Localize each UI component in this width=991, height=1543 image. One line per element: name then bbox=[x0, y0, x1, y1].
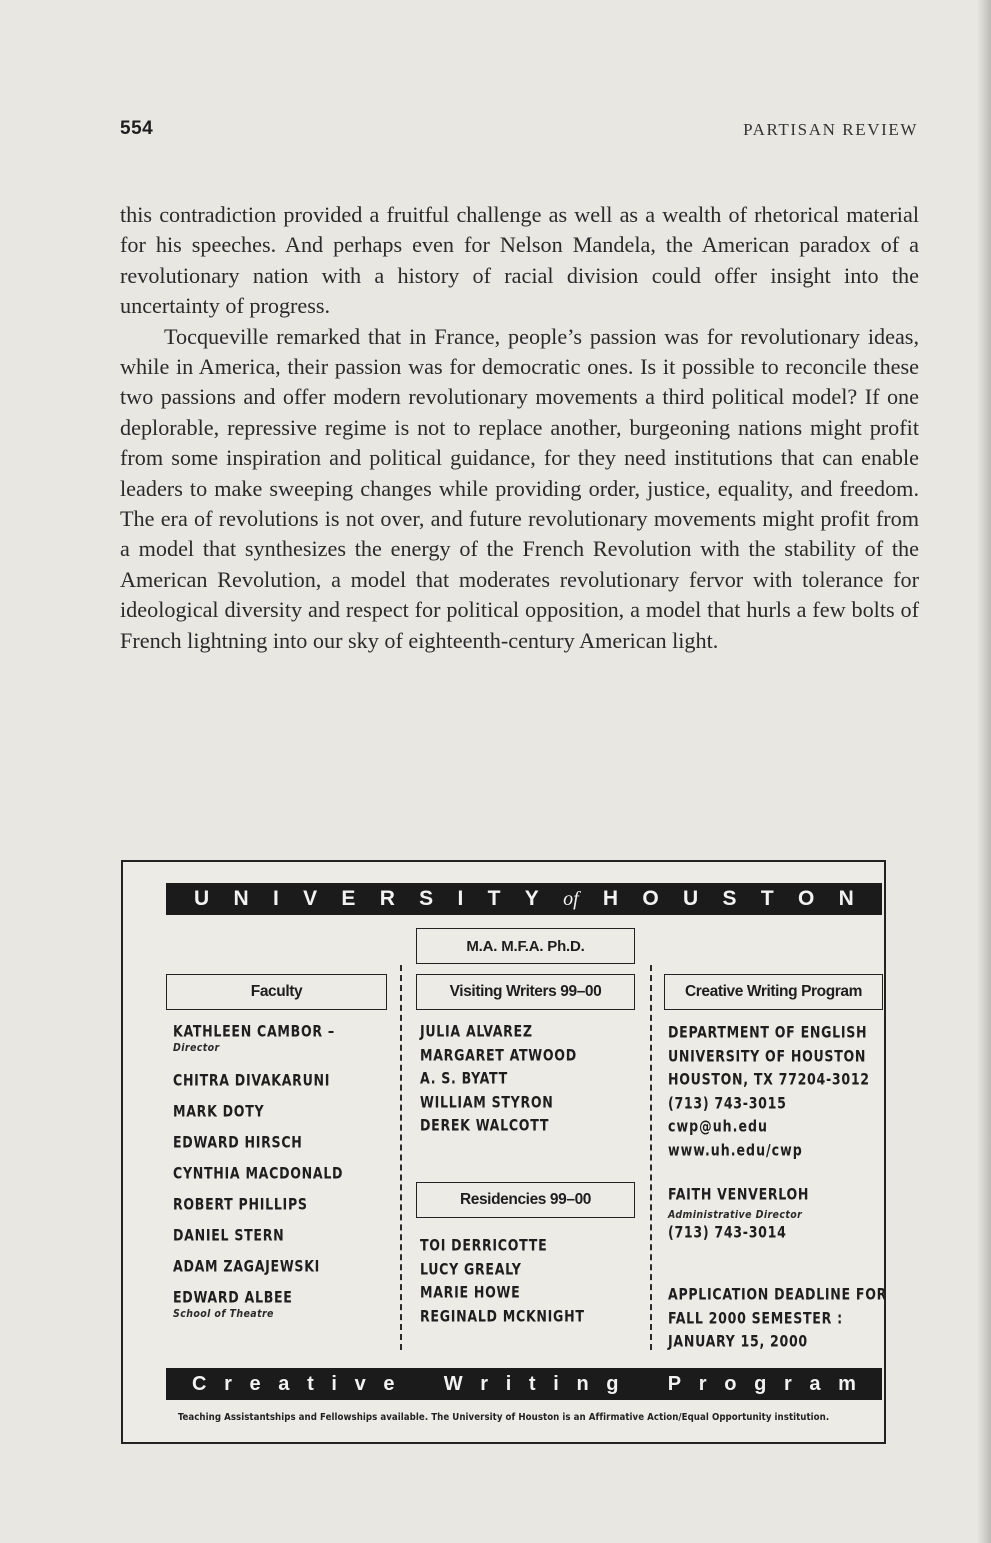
program-contact bbox=[668, 1184, 888, 1245]
faculty-heading: Faculty bbox=[166, 974, 387, 1010]
paragraph: Tocqueville remarked that in France, people’s passion was for revolutionary ideas, while in America, their passion was for democratic ones. Is it possible to reconcile these two passions and offer modern revolutionary movements a third political model? If one deplorable, repressive regime is not to replace another, burgeoning nations might profit from some inspiration and political guidance, for they need institutions that can enable leaders to make sweeping changes while providing order, justice, equality, and freedom. The era of revolutions is not over, and future revolutionary movements might profit from a model that synthesizes the energy of the French Revolution with the stability of the American Revolution, a model that moderates revolutionary fervor with tolerance for ideological diversity and respect for political opposition, a model that hurls a few bolts of French lightning into our sky of eighteenth-century American light. bbox=[120, 323, 919, 653]
phone-number: (713) 743-3015 bbox=[668, 1094, 787, 1113]
list-item bbox=[420, 1095, 640, 1119]
contact-title: Administrative Director bbox=[668, 1208, 803, 1221]
residencies-list bbox=[420, 1238, 640, 1332]
list-item bbox=[420, 1071, 640, 1095]
contact-phone: (713) 743-3014 bbox=[668, 1223, 787, 1242]
program-address bbox=[668, 1022, 888, 1163]
column-divider bbox=[400, 965, 402, 1350]
list-item bbox=[420, 1024, 640, 1048]
banner-letter: N bbox=[838, 887, 854, 910]
banner-letter: I bbox=[272, 887, 279, 910]
banner-letter: S bbox=[722, 887, 737, 910]
writer-name: JULIA ALVAREZ bbox=[420, 1023, 533, 1041]
banner-letter: v bbox=[354, 1372, 366, 1395]
resident-name: REGINALD MCKNIGHT bbox=[420, 1307, 585, 1326]
list-item bbox=[173, 1259, 393, 1290]
writer-name: MARGARET ATWOOD bbox=[420, 1046, 577, 1065]
list-item bbox=[173, 1290, 393, 1339]
banner-letter: e bbox=[383, 1372, 395, 1395]
resident-name: LUCY GREALY bbox=[420, 1260, 522, 1279]
faculty-name: ROBERT PHILLIPS bbox=[173, 1196, 308, 1214]
banner-letter: m bbox=[838, 1372, 856, 1395]
resident-name: MARIE HOWE bbox=[420, 1284, 521, 1302]
banner-letter: I bbox=[457, 887, 464, 910]
banner-letter: S bbox=[419, 887, 434, 910]
list-item bbox=[420, 1285, 640, 1309]
banner-letter: a bbox=[809, 1372, 821, 1395]
resident-name: TOI DERRICOTTE bbox=[420, 1237, 548, 1255]
banner-letter: O bbox=[797, 887, 815, 910]
banner-letter: T bbox=[760, 887, 774, 910]
banner-letter: T bbox=[487, 887, 501, 910]
banner-letter: R bbox=[379, 887, 395, 910]
banner-letter: r bbox=[698, 1372, 707, 1395]
list-item bbox=[420, 1262, 640, 1286]
list-item bbox=[173, 1073, 393, 1104]
list-item bbox=[420, 1118, 640, 1142]
faculty-name: EDWARD ALBEE bbox=[173, 1289, 293, 1307]
banner-letter: o bbox=[724, 1372, 737, 1395]
faculty-role: Director bbox=[173, 1042, 220, 1054]
list-item bbox=[420, 1309, 640, 1333]
banner-letter: H bbox=[602, 887, 619, 910]
banner-letter: Y bbox=[524, 887, 539, 910]
list-item bbox=[173, 1197, 393, 1228]
journal-title: PARTISAN REVIEW bbox=[743, 120, 918, 139]
page-number: 554 bbox=[120, 118, 154, 139]
faculty-name: DANIEL STERN bbox=[173, 1227, 285, 1245]
deadline-line: JANUARY 15, 2000 bbox=[668, 1332, 808, 1351]
banner-letter: g bbox=[606, 1372, 619, 1395]
faculty-name: CHITRA DIVAKARUNI bbox=[173, 1072, 331, 1090]
email-address: cwp@uh.edu bbox=[668, 1117, 768, 1136]
banner-letter: i bbox=[331, 1372, 337, 1395]
banner-letter: U bbox=[194, 887, 210, 910]
degrees-box: M.A. M.F.A. Ph.D. bbox=[416, 928, 635, 964]
list-item bbox=[420, 1048, 640, 1072]
banner-letter: t bbox=[307, 1372, 314, 1395]
writer-name: A. S. BYATT bbox=[420, 1070, 508, 1088]
list-item bbox=[173, 1135, 393, 1166]
deadline-line: APPLICATION DEADLINE FOR bbox=[668, 1285, 888, 1304]
faculty-name: MARK DOTY bbox=[173, 1103, 265, 1121]
creative-writing-banner bbox=[166, 1368, 882, 1400]
paragraph: this contradiction provided a fruitful challenge as well as a wealth of rhetorical material for his speeches. And perhaps even for Nelson Mandela, the American paradox of a revolutionary nation with a history of racial division could offer insight into the uncertainty of progress. bbox=[120, 202, 919, 319]
banner-letter: U bbox=[683, 887, 699, 910]
faculty-name: KATHLEEN CAMBOR – bbox=[173, 1023, 335, 1041]
faculty-role: School of Theatre bbox=[173, 1308, 274, 1320]
faculty-name: ADAM ZAGAJEWSKI bbox=[173, 1258, 321, 1276]
residencies-heading: Residencies 99–00 bbox=[416, 1182, 635, 1218]
banner-letter: E bbox=[341, 887, 356, 910]
faculty-name: EDWARD HIRSCH bbox=[173, 1134, 303, 1152]
website-url: www.uh.edu/cwp bbox=[668, 1141, 803, 1160]
banner-letter: O bbox=[642, 887, 659, 910]
list-item bbox=[173, 1228, 393, 1259]
banner-letter: C bbox=[192, 1372, 207, 1395]
writer-name: WILLIAM STYRON bbox=[420, 1093, 554, 1112]
application-deadline bbox=[668, 1284, 888, 1355]
banner-letter: i bbox=[553, 1372, 559, 1395]
list-item bbox=[173, 1024, 393, 1073]
address-line: DEPARTMENT OF ENGLISH bbox=[668, 1023, 868, 1042]
ad-footnote: Teaching Assistantships and Fellowships available. The University of Houston is an Affirmative Action/Equal Opportunity institution. bbox=[177, 1412, 830, 1423]
banner-letter: e bbox=[249, 1372, 261, 1395]
writer-name: DEREK WALCOTT bbox=[420, 1117, 550, 1135]
address-line: UNIVERSITY OF HOUSTON bbox=[668, 1047, 867, 1066]
visiting-writers-list bbox=[420, 1024, 640, 1142]
banner-letter: n bbox=[576, 1372, 589, 1395]
university-of-houston-advertisement bbox=[121, 860, 886, 1444]
university-banner bbox=[166, 883, 882, 915]
contact-name: FAITH VENVERLOH bbox=[668, 1185, 810, 1204]
article-body bbox=[120, 200, 919, 656]
banner-letter: i bbox=[505, 1372, 512, 1395]
banner-letter: V bbox=[303, 887, 318, 910]
banner-letter: r bbox=[783, 1372, 792, 1395]
creative-writing-program-heading: Creative Writing Program bbox=[664, 974, 883, 1010]
list-item bbox=[420, 1238, 640, 1262]
banner-of: of bbox=[563, 887, 579, 910]
banner-letter: r bbox=[480, 1372, 489, 1395]
running-head bbox=[120, 118, 918, 148]
banner-letter: P bbox=[667, 1372, 682, 1395]
address-line: HOUSTON, TX 77204-3012 bbox=[668, 1070, 870, 1089]
banner-letter: t bbox=[528, 1372, 536, 1395]
column-divider bbox=[650, 965, 652, 1350]
list-item bbox=[173, 1166, 393, 1197]
banner-letter: g bbox=[754, 1372, 767, 1395]
banner-letter: N bbox=[233, 887, 249, 910]
banner-letter: W bbox=[443, 1372, 463, 1395]
deadline-line: FALL 2000 SEMESTER : bbox=[668, 1309, 843, 1328]
list-item bbox=[173, 1104, 393, 1135]
banner-letter: a bbox=[278, 1372, 290, 1395]
visiting-writers-heading: Visiting Writers 99–00 bbox=[416, 974, 635, 1010]
faculty-name: CYNTHIA MACDONALD bbox=[173, 1165, 344, 1183]
banner-letter: r bbox=[224, 1372, 232, 1395]
faculty-list bbox=[173, 1024, 393, 1339]
page-edge-shadow bbox=[977, 0, 991, 1543]
